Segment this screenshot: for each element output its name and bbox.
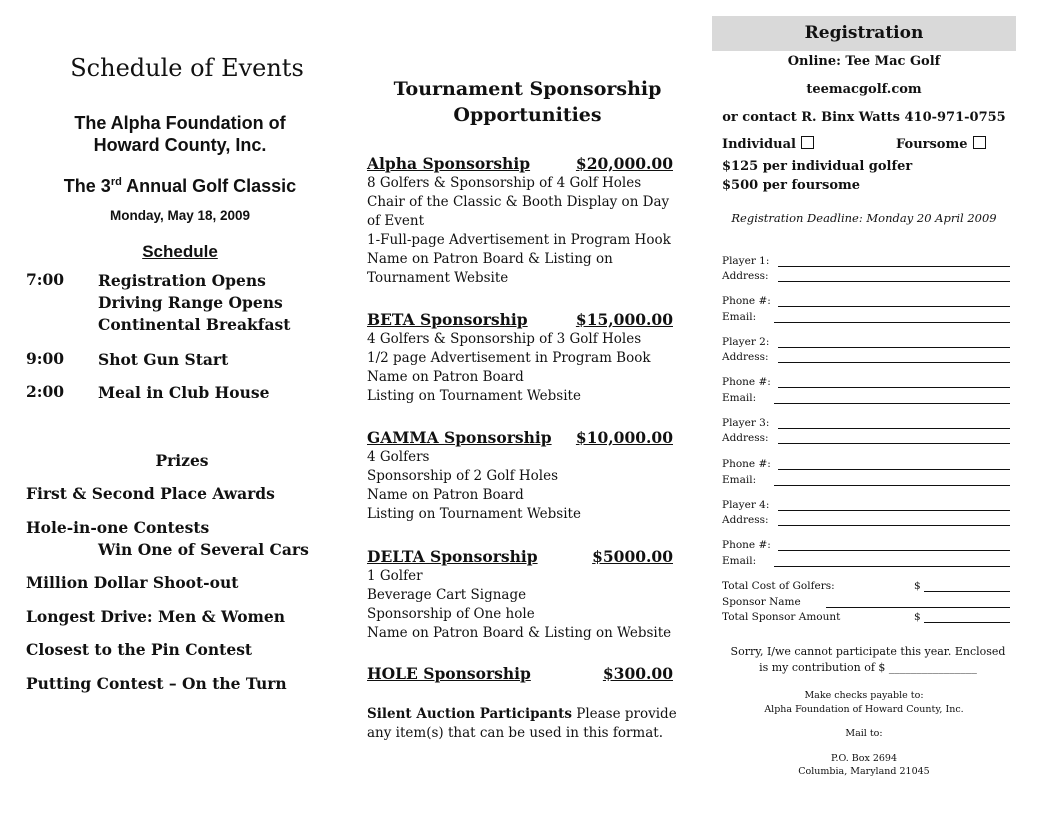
phone-label: Phone #: <box>722 458 771 470</box>
tier-name: DELTA Sponsorship <box>367 547 538 566</box>
address-label: Address: <box>722 270 769 282</box>
tier-description-alpha: 8 Golfers & Sponsorship of 4 Golf Holes Chair of the Classic & Booth Display on Day of Event 1-Full-page Advertisement in Program Hook Name on Patron Board & Listing on Tournament Website <box>367 175 671 286</box>
email-2-field[interactable] <box>774 403 1010 404</box>
tier-header-gamma <box>367 428 673 447</box>
tier-name: BETA Sponsorship <box>367 310 528 329</box>
schedule-event: Meal in Club House <box>98 383 270 402</box>
sponsor-name-field[interactable] <box>826 607 1010 608</box>
tier-name: GAMMA Sponsorship <box>367 428 552 447</box>
schedule-events <box>98 270 290 336</box>
schedule-heading: Schedule <box>142 242 218 261</box>
tier-header-hole <box>367 664 673 683</box>
registration-heading: Registration <box>712 16 1016 51</box>
schedule-time: 9:00 <box>26 349 65 368</box>
email-3-field[interactable] <box>774 485 1010 486</box>
tier-price: $5000.00 <box>592 547 673 566</box>
schedule-of-events-title: Schedule of Events <box>70 54 304 82</box>
contribution-note: Sorry, I/we cannot participate this year. Enclosed is my contribution of $ ________________ <box>730 645 1006 674</box>
event-name: The 3rd Annual Golf Classic <box>63 176 297 196</box>
phone-2-field[interactable] <box>778 387 1010 388</box>
individual-option: Individual <box>722 136 814 152</box>
prize-item: Hole-in-one Contests <box>26 518 210 537</box>
address-label: Address: <box>722 514 769 526</box>
player-label: Player 3: <box>722 417 770 429</box>
prize-item: Win One of Several Cars <box>98 540 309 559</box>
tier-description-gamma: 4 Golfers Sponsorship of 2 Golf Holes Name on Patron Board Listing on Tournament Website <box>367 449 581 522</box>
po-box: P.O. Box 2694 <box>830 753 897 764</box>
prize-item: Longest Drive: Men & Women <box>26 607 286 626</box>
prize-item: First & Second Place Awards <box>26 484 275 503</box>
player-2-field[interactable] <box>778 347 1010 348</box>
price-foursome: $500 per foursome <box>722 178 861 193</box>
city-state-zip: Columbia, Maryland 21045 <box>798 766 930 777</box>
registration-contact: or contact R. Binx Watts 410-971-0755 <box>722 110 1006 125</box>
price-individual: $125 per individual golfer <box>722 159 913 174</box>
tier-name: Alpha Sponsorship <box>367 154 531 173</box>
sponsor-name-label: Sponsor Name <box>722 596 801 608</box>
registration-deadline: Registration Deadline: Monday 20 April 2009 <box>731 211 997 225</box>
event-date: Monday, May 18, 2009 <box>109 208 251 223</box>
phone-3-field[interactable] <box>778 469 1010 470</box>
player-label: Player 2: <box>722 336 770 348</box>
player-3-field[interactable] <box>778 428 1010 429</box>
checks-label: Make checks payable to: <box>804 690 924 701</box>
tier-header-alpha <box>367 154 673 173</box>
sponsorship-title: Tournament Sponsorship Opportunities <box>393 78 662 126</box>
address-2-field[interactable] <box>778 362 1010 363</box>
schedule-event: Continental Breakfast <box>98 315 291 334</box>
schedule-event: Registration Opens <box>98 271 266 290</box>
email-label: Email: <box>722 392 757 404</box>
foursome-option: Foursome <box>896 136 986 152</box>
phone-label: Phone #: <box>722 376 771 388</box>
player-4-field[interactable] <box>778 510 1010 511</box>
email-label: Email: <box>722 474 757 486</box>
dollar-sign: $ <box>914 611 921 623</box>
mail-label: Mail to: <box>845 728 883 739</box>
online-registration: Online: Tee Mac Golf <box>787 54 941 69</box>
email-1-field[interactable] <box>774 322 1010 323</box>
total-golfers-label: Total Cost of Golfers: <box>722 580 835 592</box>
phone-label: Phone #: <box>722 295 771 307</box>
tier-description-delta: 1 Golfer Beverage Cart Signage Sponsorship of One hole Name on Patron Board & Listing on Website <box>367 568 672 641</box>
tier-name: HOLE Sponsorship <box>367 664 531 683</box>
address-3-field[interactable] <box>778 443 1010 444</box>
prize-item: Putting Contest – On the Turn <box>26 674 287 693</box>
silent-auction-note: Silent Auction Participants Please provide any item(s) that can be used in this format. <box>367 706 677 741</box>
tier-price: $300.00 <box>602 664 673 683</box>
registration-website: teemacgolf.com <box>806 82 922 97</box>
address-4-field[interactable] <box>778 525 1010 526</box>
organization-name: The Alpha Foundation of Howard County, Inc. <box>74 113 286 155</box>
schedule-event: Shot Gun Start <box>98 350 229 369</box>
schedule-time: 2:00 <box>26 382 65 401</box>
email-label: Email: <box>722 311 757 323</box>
total-golfers-field[interactable] <box>924 591 1010 592</box>
tier-header-delta <box>367 547 673 566</box>
total-sponsor-field[interactable] <box>924 622 1010 623</box>
email-label: Email: <box>722 555 757 567</box>
player-1-field[interactable] <box>778 266 1010 267</box>
tier-price: $10,000.00 <box>575 428 673 447</box>
prizes-heading: Prizes <box>155 451 209 470</box>
schedule-time: 7:00 <box>26 270 65 289</box>
phone-1-field[interactable] <box>778 306 1010 307</box>
schedule-event: Driving Range Opens <box>98 293 283 312</box>
prize-item: Million Dollar Shoot-out <box>26 573 239 592</box>
address-label: Address: <box>722 432 769 444</box>
address-1-field[interactable] <box>778 281 1010 282</box>
foursome-checkbox[interactable] <box>973 136 986 149</box>
address-label: Address: <box>722 351 769 363</box>
prize-item: Closest to the Pin Contest <box>26 640 253 659</box>
checks-payee: Alpha Foundation of Howard County, Inc. <box>764 704 964 715</box>
dollar-sign: $ <box>914 580 921 592</box>
individual-checkbox[interactable] <box>801 136 814 149</box>
tier-header-beta <box>367 310 673 329</box>
total-sponsor-label: Total Sponsor Amount <box>722 611 841 623</box>
player-label: Player 4: <box>722 499 770 511</box>
player-label: Player 1: <box>722 255 770 267</box>
tier-price: $15,000.00 <box>575 310 673 329</box>
email-4-field[interactable] <box>774 566 1010 567</box>
tier-price: $20,000.00 <box>575 154 673 173</box>
phone-4-field[interactable] <box>778 550 1010 551</box>
tier-description-beta: 4 Golfers & Sponsorship of 3 Golf Holes 1/2 page Advertisement in Program Book Name on Patron Board Listing on Tournament Website <box>367 331 651 404</box>
phone-label: Phone #: <box>722 539 771 551</box>
